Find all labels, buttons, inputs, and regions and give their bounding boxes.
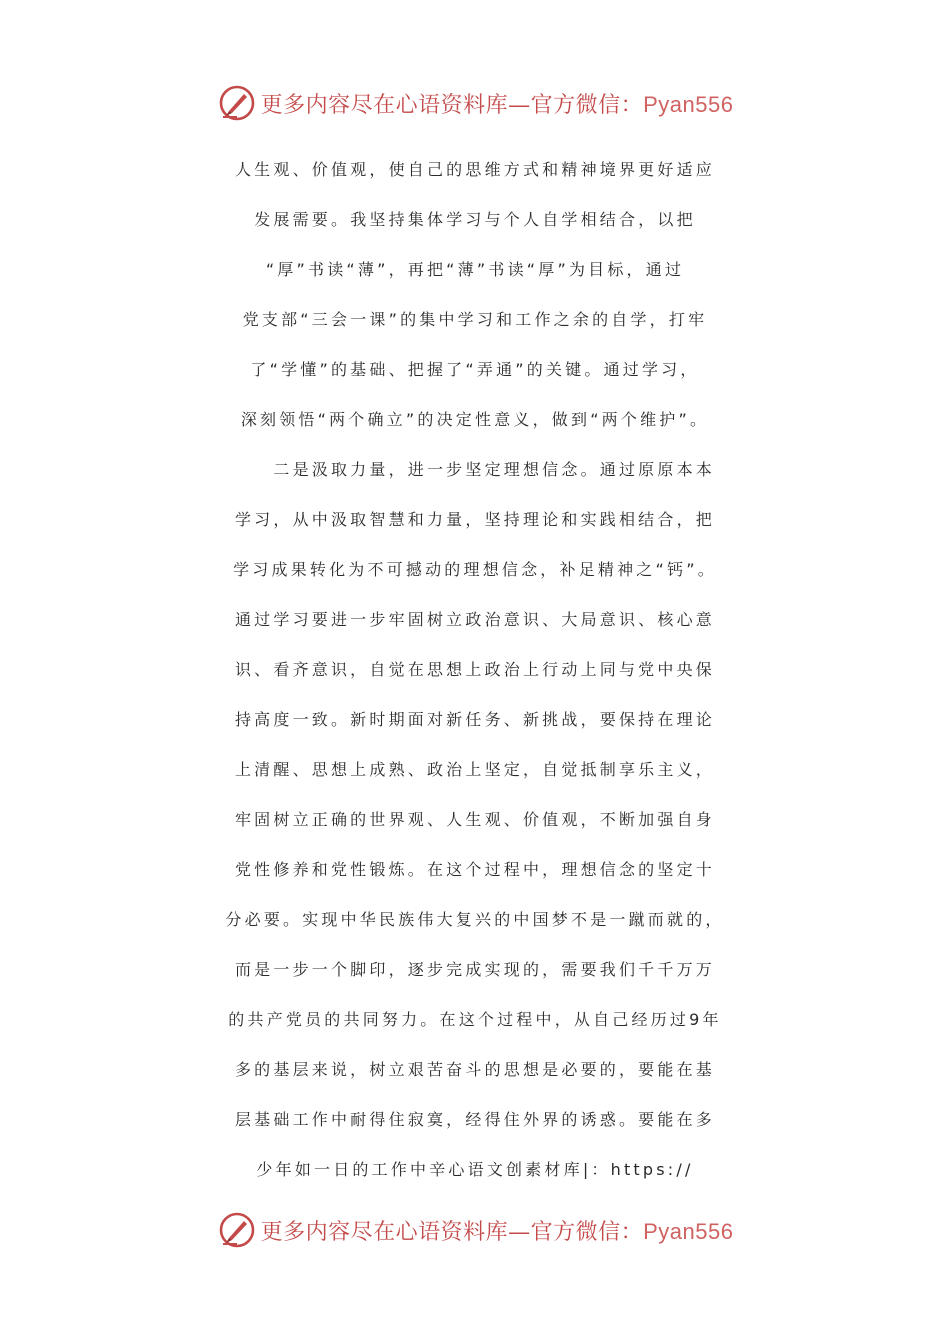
text-line: 学习成果转化为不可撼动的理想信念，补足精神之“钙”。 [233,560,717,579]
text-line: 深刻领悟“两个确立”的决定性意义，做到“两个维护”。 [240,410,710,429]
text-line: 持高度一致。新时期面对新任务、新挑战，要保持在理论 [234,710,715,729]
text-line: 而是一步一个脚印，逐步完成实现的，需要我们千千万万 [234,960,715,979]
text-line: 学习，从中汲取智慧和力量，坚持理论和实践相结合，把 [234,510,715,529]
header-banner-account: Pyan556 [643,91,734,117]
pen-nib-logo-icon [217,83,257,123]
footer-banner-account: Pyan556 [643,1218,734,1244]
text-line: 人生观、价值观，使自己的思维方式和精神境界更好适应 [234,160,715,179]
header-banner-text: 更多内容尽在心语资料库—官方微信：Pyan556 [260,91,734,118]
text-line: 党性修养和党性锻炼。在这个过程中，理想信念的坚定十 [234,860,715,879]
text-line: 发展需要。我坚持集体学习与个人自学相结合，以把 [254,210,696,229]
pen-nib-logo-icon [217,1210,257,1250]
footer-banner-text: 更多内容尽在心语资料库—官方微信：Pyan556 [260,1218,734,1245]
text-line: 了“学懂”的基础、把握了“弄通”的关键。通过学习， [250,360,700,379]
text-line: 少年如一日的工作中辛心语文创素材库|：https:// [256,1160,694,1179]
text-line: 上清醒、思想上成熟、政治上坚定，自觉抵制享乐主义， [234,760,715,779]
text-line: 牢固树立正确的世界观、人生观、价值观，不断加强自身 [234,810,715,829]
text-line: 层基础工作中耐得住寂寞，经得住外界的诱惑。要能在多 [234,1110,715,1129]
footer-banner [0,1207,950,1253]
text-line: 多的基层来说，树立艰苦奋斗的思想是必要的，要能在基 [234,1060,715,1079]
text-line: 党支部“三会一课”的集中学习和工作之余的自学，打牢 [242,310,708,329]
text-line: 通过学习要进一步牢固树立政治意识、大局意识、核心意 [234,610,715,629]
header-banner [0,80,950,126]
text-line: “厚”书读“薄”，再把“薄”书读“厚”为目标，通过 [265,260,685,279]
text-line: 的共产党员的共同努力。在这个过程中，从自己经历过9年 [228,1010,722,1029]
text-line: 二是汲取力量，进一步坚定理想信念。通过原原本本 [234,460,715,479]
text-line: 识、看齐意识，自觉在思想上政治上行动上同与党中央保 [234,660,715,679]
text-line: 分必要。实现中华民族伟大复兴的中国梦不是一蹴而就的， [225,910,725,929]
